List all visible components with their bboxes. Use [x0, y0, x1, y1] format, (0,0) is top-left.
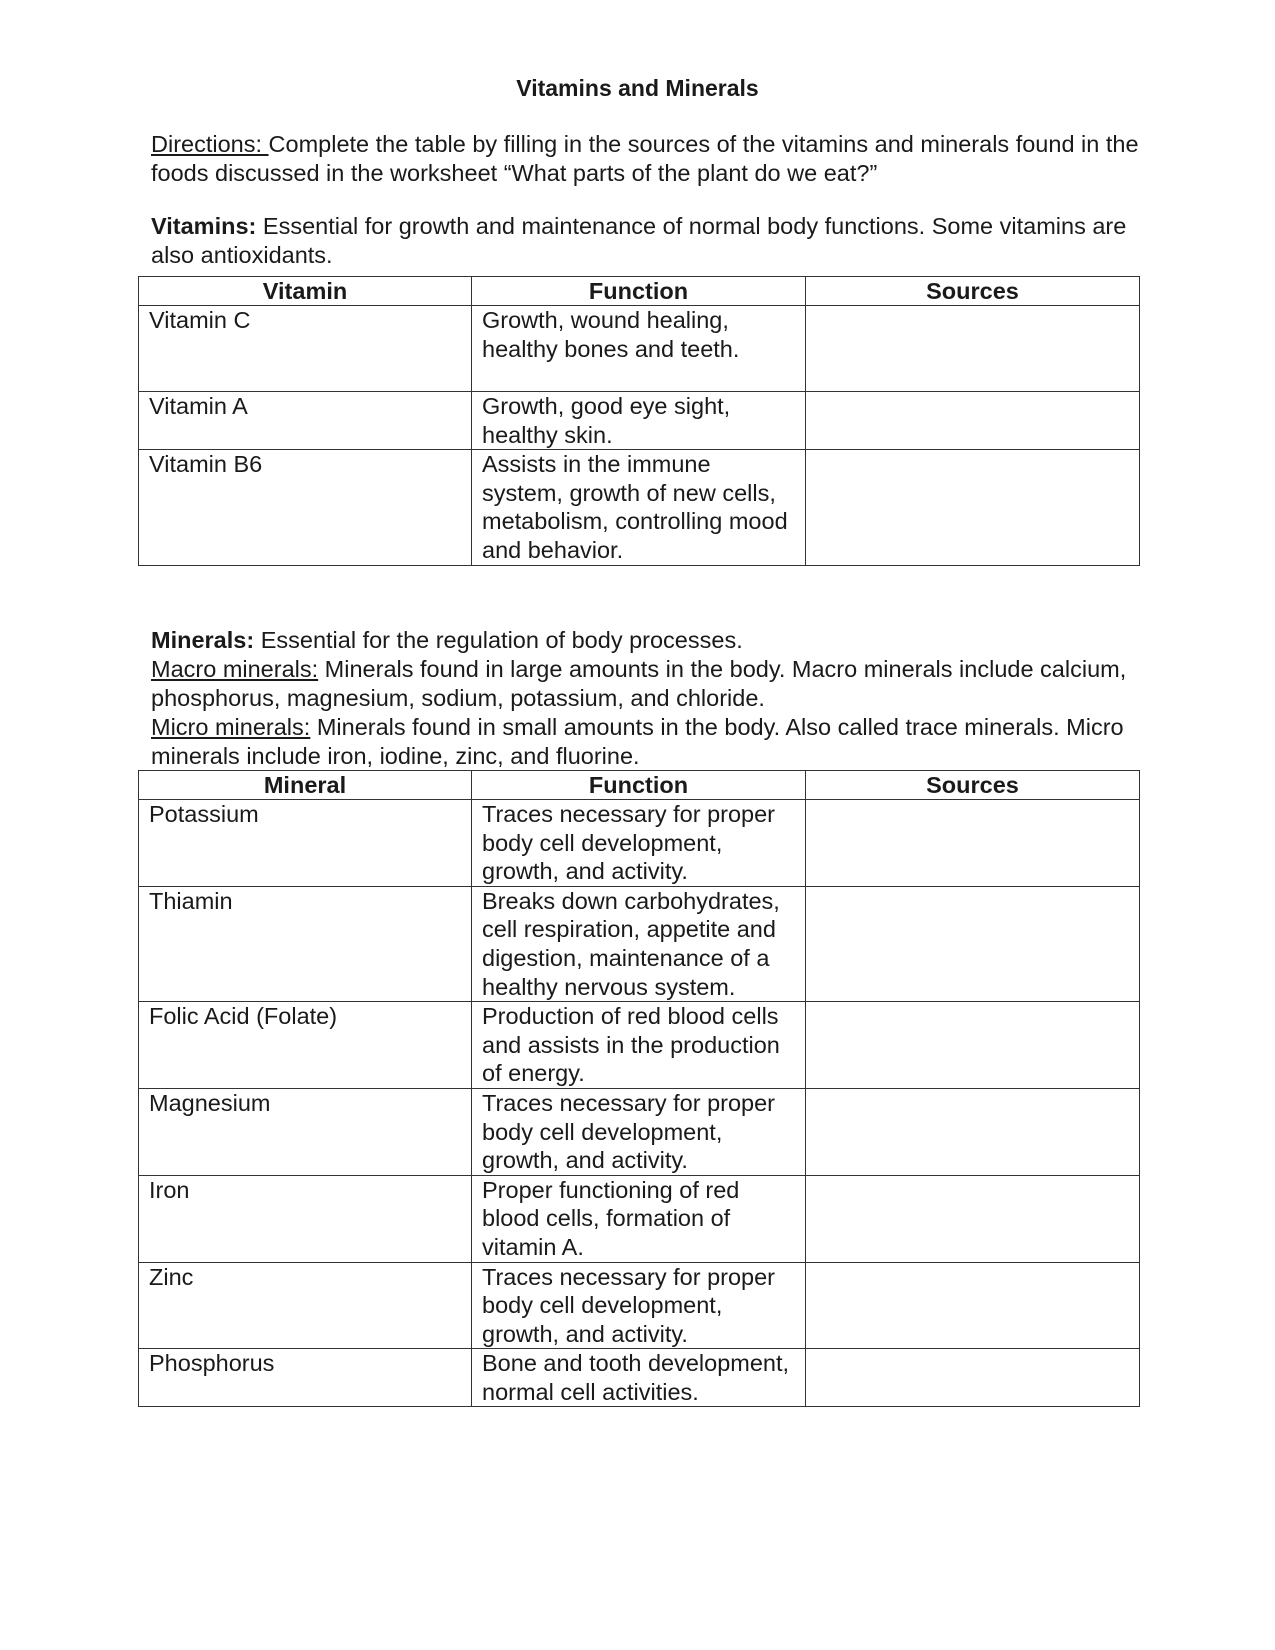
micro-minerals-label: Micro minerals: [151, 714, 311, 740]
table-row [139, 392, 1140, 450]
table-header-row [139, 771, 1140, 800]
function-cell: Growth, wound healing, healthy bones and teeth. [472, 306, 806, 392]
function-cell: Production of red blood cells and assists in the production of energy. [472, 1002, 806, 1089]
vitamins-intro [151, 212, 1151, 269]
sources-input-cell[interactable] [806, 306, 1140, 392]
minerals-text: Essential for the regulation of body processes. [254, 627, 743, 653]
table-row [139, 1002, 1140, 1089]
directions-label: Directions: [151, 131, 269, 157]
table-row [139, 800, 1140, 887]
column-header-function: Function [472, 771, 806, 800]
sources-input-cell[interactable] [806, 1175, 1140, 1262]
sources-input-cell[interactable] [806, 450, 1140, 565]
directions-text: Complete the table by filling in the sources of the vitamins and minerals found in the foods discussed in the worksheet “What parts of the plant do we eat?” [151, 131, 1139, 186]
vitamin-name-cell: Vitamin A [139, 392, 472, 450]
page-title: Vitamins and Minerals [516, 75, 759, 101]
column-header-sources: Sources [806, 771, 1140, 800]
mineral-name-cell: Folic Acid (Folate) [139, 1002, 472, 1089]
sources-input-cell[interactable] [806, 1349, 1140, 1407]
table-row [139, 306, 1140, 392]
macro-minerals-label: Macro minerals: [151, 656, 319, 682]
mineral-name-cell: Thiamin [139, 886, 472, 1001]
column-header-sources: Sources [806, 277, 1140, 306]
column-header-mineral: Mineral [139, 771, 472, 800]
function-cell: Traces necessary for proper body cell development, growth, and activity. [472, 1088, 806, 1175]
sources-input-cell[interactable] [806, 1262, 1140, 1349]
table-row [139, 1349, 1140, 1407]
mineral-name-cell: Potassium [139, 800, 472, 887]
vitamin-name-cell: Vitamin C [139, 306, 472, 392]
function-cell: Breaks down carbohydrates, cell respiration, appetite and digestion, maintenance of a healthy nervous system. [472, 886, 806, 1001]
sources-input-cell[interactable] [806, 886, 1140, 1001]
function-cell: Growth, good eye sight, healthy skin. [472, 392, 806, 450]
minerals-table [138, 770, 1140, 1407]
mineral-name-cell: Magnesium [139, 1088, 472, 1175]
function-cell: Bone and tooth development, normal cell activities. [472, 1349, 806, 1407]
vitamins-table [138, 276, 1140, 566]
mineral-name-cell: Iron [139, 1175, 472, 1262]
sources-input-cell[interactable] [806, 392, 1140, 450]
function-cell: Assists in the immune system, growth of new cells, metabolism, controlling mood and behavior. [472, 450, 806, 565]
micro-minerals-paragraph [151, 713, 1151, 770]
minerals-intro [151, 626, 1151, 655]
sources-input-cell[interactable] [806, 800, 1140, 887]
macro-minerals-text: Minerals found in large amounts in the body. Macro minerals include calcium, phosphorus, magnesium, sodium, potassium, and chloride. [151, 656, 1127, 711]
column-header-function: Function [472, 277, 806, 306]
table-row [139, 1262, 1140, 1349]
mineral-name-cell: Phosphorus [139, 1349, 472, 1407]
vitamin-name-cell: Vitamin B6 [139, 450, 472, 565]
table-header-row [139, 277, 1140, 306]
sources-input-cell[interactable] [806, 1002, 1140, 1089]
function-cell: Proper functioning of red blood cells, formation of vitamin A. [472, 1175, 806, 1262]
function-cell: Traces necessary for proper body cell development, growth, and activity. [472, 800, 806, 887]
table-row [139, 1088, 1140, 1175]
table-row [139, 450, 1140, 565]
vitamins-label: Vitamins: [151, 213, 257, 239]
directions-paragraph [151, 130, 1151, 187]
sources-input-cell[interactable] [806, 1088, 1140, 1175]
function-cell: Traces necessary for proper body cell development, growth, and activity. [472, 1262, 806, 1349]
table-row [139, 886, 1140, 1001]
table-row [139, 1175, 1140, 1262]
vitamins-text: Essential for growth and maintenance of normal body functions. Some vitamins are also antioxidants. [151, 213, 1127, 268]
minerals-label: Minerals: [151, 627, 255, 653]
column-header-vitamin: Vitamin [139, 277, 472, 306]
macro-minerals-paragraph [151, 655, 1151, 712]
mineral-name-cell: Zinc [139, 1262, 472, 1349]
micro-minerals-text: Minerals found in small amounts in the body. Also called trace minerals. Micro minerals include iron, iodine, zinc, and fluorine. [151, 714, 1124, 769]
